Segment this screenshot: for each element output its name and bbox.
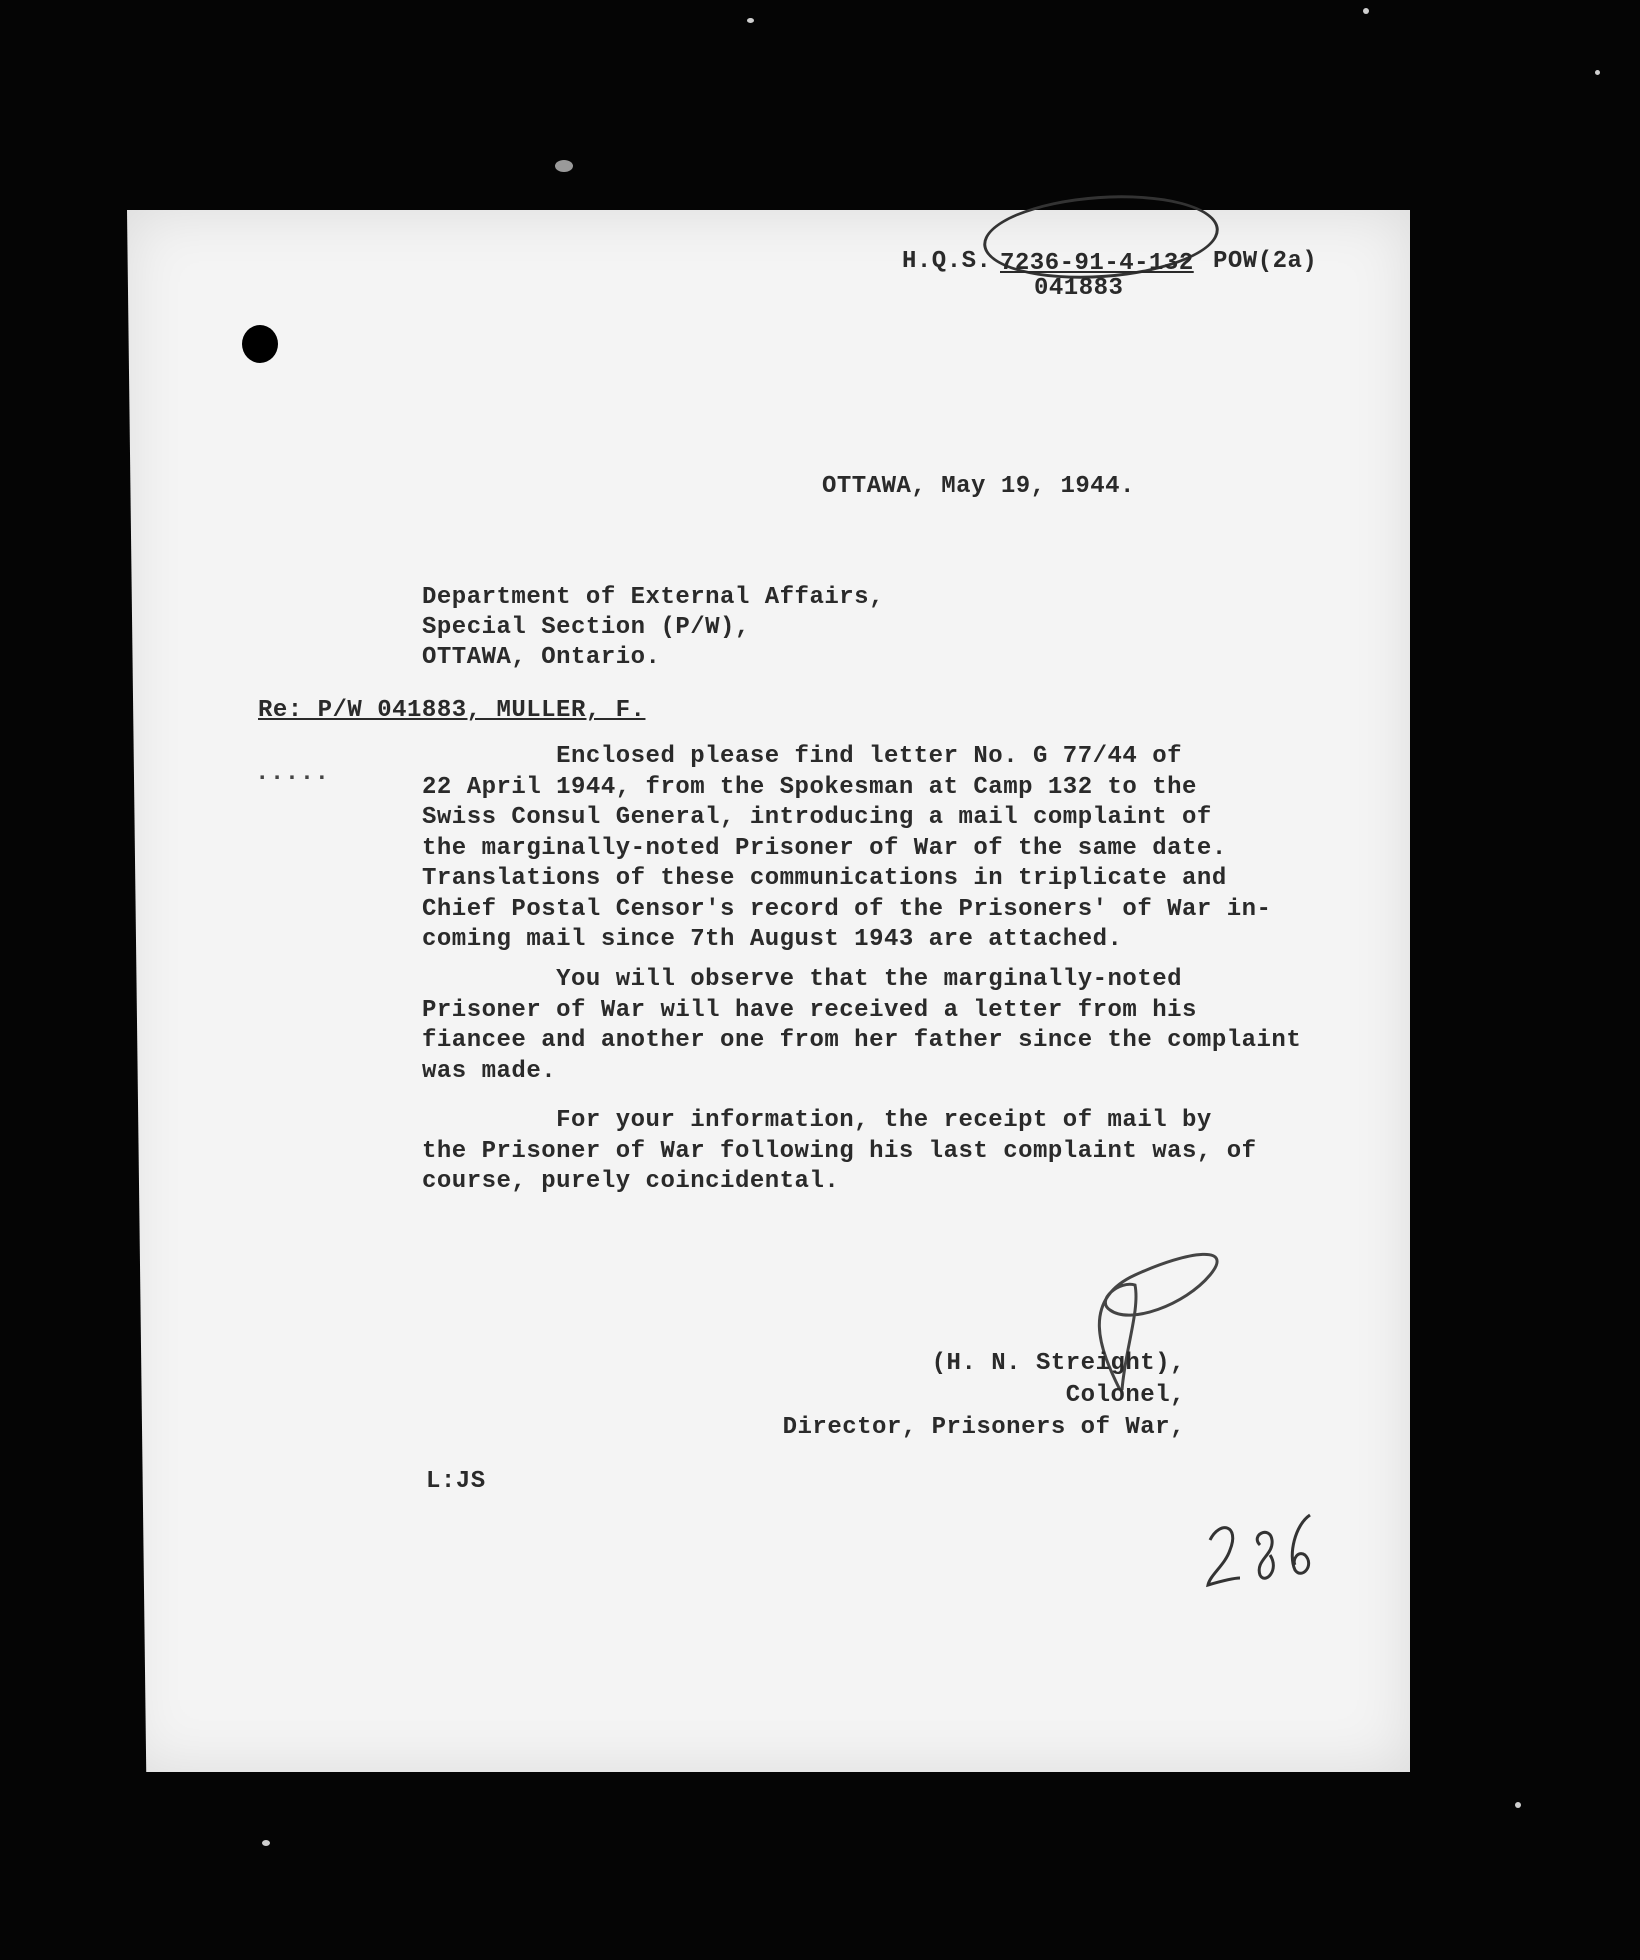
address-line: Department of External Affairs, bbox=[422, 584, 884, 611]
address-line: OTTAWA, Ontario. bbox=[422, 644, 661, 671]
film-speck bbox=[262, 1840, 270, 1846]
film-speck bbox=[1363, 8, 1369, 14]
film-speck bbox=[1515, 1802, 1521, 1808]
subject-line: Re: P/W 041883, MULLER, F. bbox=[258, 697, 646, 724]
film-speck bbox=[747, 18, 754, 23]
signature-name: (H. N. Streight), bbox=[931, 1350, 1185, 1377]
header-file-number: 7236-91-4-132 bbox=[1000, 250, 1194, 277]
typist-initials: L:JS bbox=[426, 1468, 486, 1495]
body-paragraph: For your information, the receipt of mail by the Prisoner of War following his last complaint was, of course, purely coincidental. bbox=[422, 1107, 1257, 1195]
punch-hole bbox=[242, 325, 278, 363]
body-paragraph: You will observe that the marginally-noted Prisoner of War will have received a letter from his fiancee and another one from her father since the complaint was made. bbox=[422, 966, 1302, 1085]
margin-dots: ..... bbox=[255, 760, 330, 787]
film-speck bbox=[1595, 70, 1600, 75]
header-ref-prefix: H.Q.S. bbox=[902, 248, 992, 275]
body-paragraph: Enclosed please find letter No. G 77/44 of 22 April 1944, from the Spokesman at Camp 132 to the Swiss Consul General, introducing a mail complaint of the marginally-noted Prisoner of War of the same date. Translations of these communications in triplicate and Chief Postal Censor's record of the Prisoners' of War coming mail since 7th August 1943 are attached. bbox=[422, 743, 1227, 953]
signature-title: Director, Prisoners of War, bbox=[782, 1414, 1185, 1441]
address-line: Special Section (P/W), bbox=[422, 614, 750, 641]
header-pow-number: 041883 bbox=[1034, 275, 1124, 302]
signature-rank: Colonel, bbox=[1065, 1382, 1185, 1409]
dateline: OTTAWA, May 19, 1944. bbox=[822, 473, 1135, 500]
header-ref-suffix: POW(2a) bbox=[1213, 248, 1318, 275]
film-speck bbox=[555, 160, 573, 172]
